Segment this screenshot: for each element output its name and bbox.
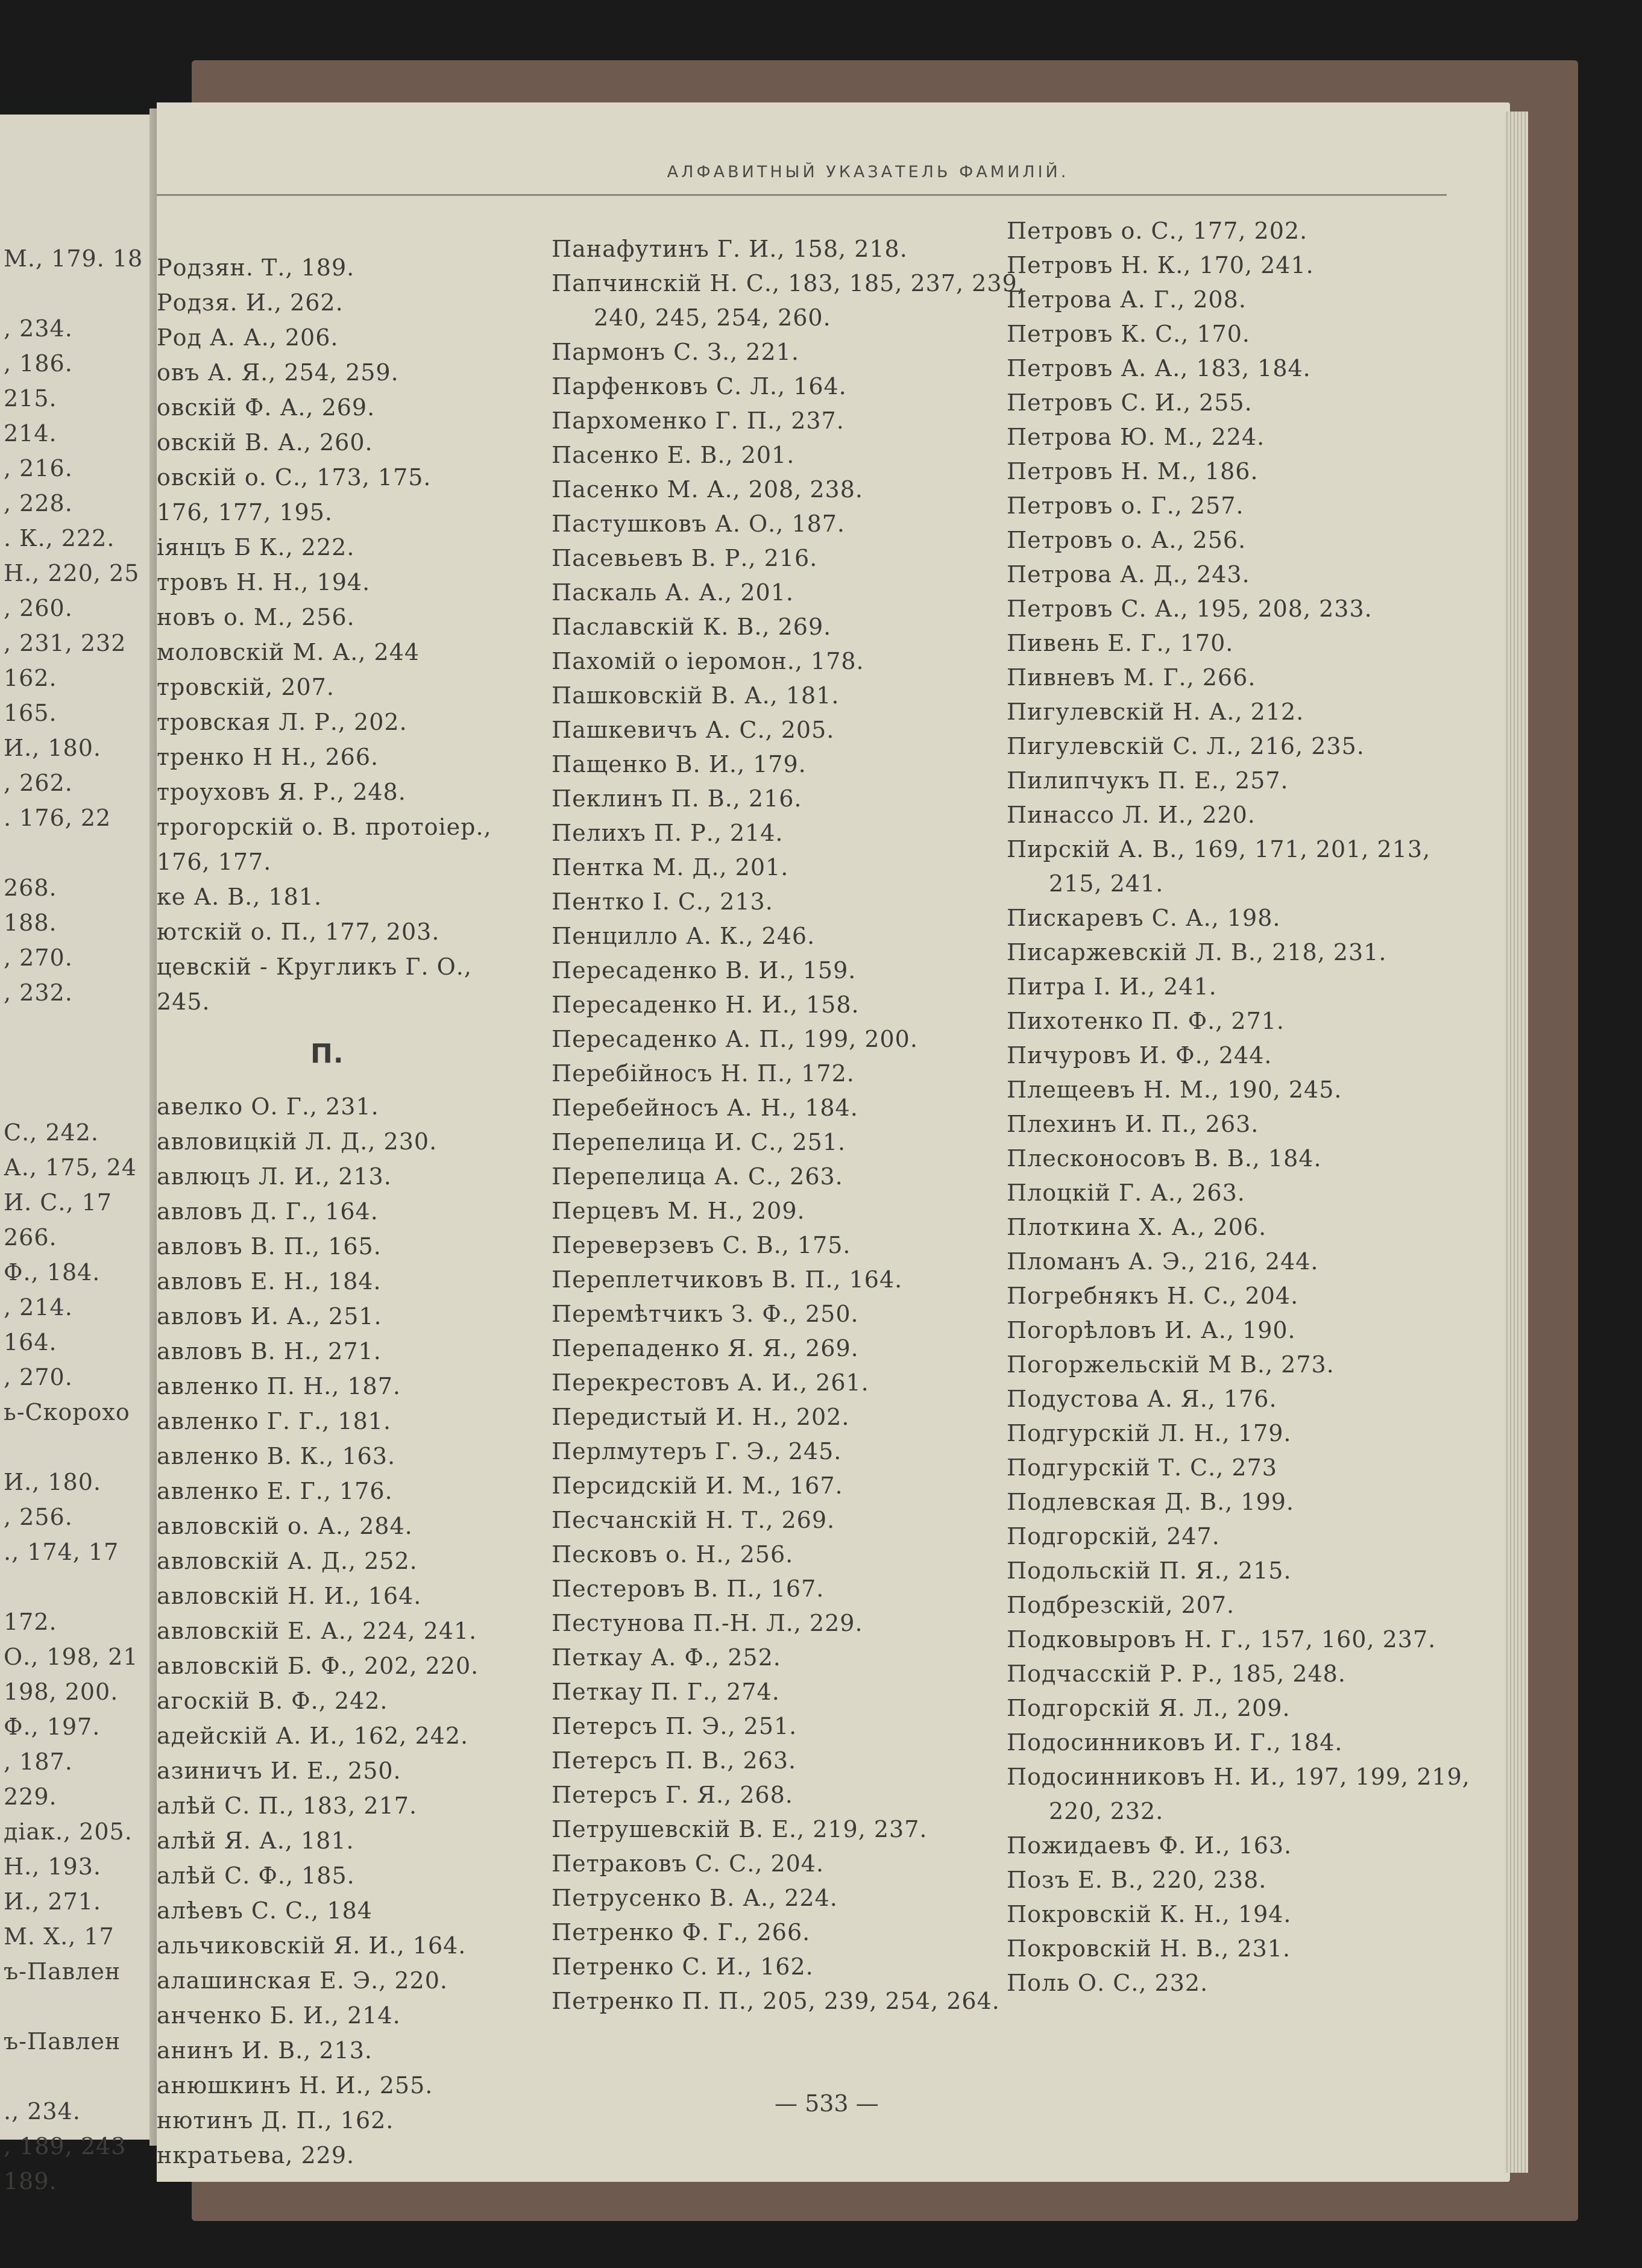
index-entry: трогорскій о. В. протоіер.,	[157, 814, 492, 840]
index-entry: адейскій А. И., 162, 242.	[157, 1723, 469, 1749]
facing-line: , 216.	[4, 455, 73, 482]
page-header: АЛФАВИТНЫЙ УКАЗАТЕЛЬ ФАМИЛІЙ.	[667, 163, 1069, 181]
facing-line: . 176, 22	[4, 805, 112, 831]
index-entry: Плехинъ И. П., 263.	[1007, 1111, 1259, 1137]
index-entry: Переплетчиковъ В. П., 164.	[552, 1266, 903, 1293]
index-entry: Петровъ С. А., 195, 208, 233.	[1007, 595, 1373, 622]
index-entry: авловскій о. А., 284.	[157, 1513, 413, 1539]
index-entry: Поль О. С., 232.	[1007, 1970, 1209, 1996]
index-entry: авловъ Д. Г., 164.	[157, 1198, 379, 1225]
index-entry: Переверзевъ С. В., 175.	[552, 1232, 851, 1258]
index-entry: Петровъ о. Г., 257.	[1007, 492, 1244, 519]
facing-line: , 270.	[4, 1364, 73, 1390]
index-entry: Петровъ К. С., 170.	[1007, 321, 1250, 347]
facing-line	[0, 2059, 157, 2094]
facing-line: 188.	[4, 909, 57, 936]
index-entry: Род А. А., 206.	[157, 324, 339, 351]
facing-line: И., 180.	[4, 735, 101, 761]
index-entry: Пересаденко А. П., 199, 200.	[552, 1026, 918, 1052]
index-entry: Подосинниковъ И. Г., 184.	[1007, 1729, 1343, 1756]
index-entry: Паскаль А. А., 201.	[552, 579, 794, 606]
index-column-1	[552, 232, 1034, 2018]
index-entry: Петренко Ф. Г., 266.	[552, 1919, 811, 1946]
index-entry: Подгурскій Т. С., 273	[1007, 1454, 1277, 1481]
index-entry: Передистый И. Н., 202.	[552, 1404, 850, 1430]
index-entry: анченко Б. И., 214.	[157, 2002, 401, 2029]
facing-line	[0, 276, 157, 311]
index-entry: Пожидаевъ Ф. И., 163.	[1007, 1832, 1292, 1859]
index-entry: іянцъ Б К., 222.	[157, 534, 355, 561]
index-entry: авленко Г. Г., 181.	[157, 1408, 392, 1434]
facing-line	[0, 1989, 157, 2024]
index-entry: новъ о. М., 256.	[157, 604, 355, 630]
facing-line: О., 198, 21	[4, 1644, 139, 1670]
index-entry: Пархоменко Г. П., 237.	[552, 407, 845, 434]
index-entry: нкратьева, 229.	[157, 2142, 355, 2169]
facing-line: 214.	[4, 420, 57, 447]
section-letter-heading: П.	[310, 1038, 344, 1069]
index-entry: тровская Л. Р., 202.	[157, 709, 407, 735]
index-entry: Петровъ Н. К., 170, 241.	[1007, 252, 1314, 278]
facing-line: , 231, 232	[4, 630, 127, 656]
facing-line: , 187.	[4, 1748, 73, 1775]
index-entry: Перцевъ М. Н., 209.	[552, 1198, 805, 1224]
index-entry: Петровъ А. А., 183, 184.	[1007, 355, 1311, 382]
index-entry: Петровъ о. А., 256.	[1007, 527, 1247, 553]
index-entry: агоскій В. Ф., 242.	[157, 1688, 388, 1714]
index-entry: авленко Е. Г., 176.	[157, 1478, 393, 1504]
facing-line: , 228.	[4, 490, 73, 517]
facing-line: , 186.	[4, 350, 73, 377]
index-entry: троуховъ Я. Р., 248.	[157, 779, 406, 805]
index-entry: авловскій Б. Ф., 202, 220.	[157, 1653, 479, 1679]
index-entry: авловскій А. Д., 252.	[157, 1548, 418, 1574]
index-entry: Пентко І. С., 213.	[552, 888, 773, 915]
facing-line	[0, 1569, 157, 1604]
index-entry: Пересаденко В. И., 159.	[552, 957, 857, 984]
index-entry: нютинъ Д. П., 162.	[157, 2107, 394, 2134]
index-entry: Петрова А. Г., 208.	[1007, 286, 1247, 313]
facing-line: 266.	[4, 1224, 57, 1251]
index-entry: азиничъ И. Е., 250.	[157, 1758, 401, 1784]
index-entry: Писаржевскій Л. В., 218, 231.	[1007, 939, 1387, 966]
index-entry: Пасенко М. А., 208, 238.	[552, 476, 863, 503]
index-entry: овъ А. Я., 254, 259.	[157, 359, 399, 386]
index-entry: Погоржельскій М В., 273.	[1007, 1351, 1335, 1378]
index-column-continued	[157, 250, 543, 2173]
facing-page-text	[0, 241, 157, 2199]
index-entry: алѣй С. П., 183, 217.	[157, 1792, 418, 1819]
index-entry: Покровскій Н. В., 231.	[1007, 1935, 1291, 1962]
index-entry: Петровъ о. С., 177, 202.	[1007, 218, 1308, 244]
facing-line: Н., 193.	[4, 1853, 101, 1880]
index-entry: Пармонъ С. З., 221.	[552, 339, 799, 365]
index-entry: авловскій Н. И., 164.	[157, 1583, 422, 1609]
header-rule	[157, 194, 1447, 196]
facing-line: , 189, 243	[4, 2133, 127, 2160]
facing-line: М. Х., 17	[4, 1923, 115, 1950]
facing-line: 198, 200.	[4, 1679, 119, 1705]
index-entry: Подосинниковъ Н. И., 197, 199, 219, 220, 232.	[1007, 1764, 1470, 1824]
index-entry: Пахомій о іеромон., 178.	[552, 648, 864, 674]
facing-line: С., 242.	[4, 1119, 99, 1146]
index-entry: Песчанскій Н. Т., 269.	[552, 1507, 835, 1533]
facing-line: И., 180.	[4, 1469, 101, 1495]
index-entry: Подгурскій Л. Н., 179.	[1007, 1420, 1292, 1447]
index-entry: алашинская Е. Э., 220.	[157, 1967, 448, 1994]
index-entry: Петрова Ю. М., 224.	[1007, 424, 1265, 450]
index-entry: Пентка М. Д., 201.	[552, 854, 789, 881]
index-entry: Пирскій А. В., 169, 171, 201, 213, 215, 241.	[1007, 836, 1431, 897]
facing-line	[0, 1010, 157, 1045]
index-entry: Перебійносъ Н. П., 172.	[552, 1060, 855, 1087]
facing-line: 229.	[4, 1783, 57, 1810]
index-entry: Петкау П. Г., 274.	[552, 1679, 780, 1705]
index-entry: Погребнякъ Н. С., 204.	[1007, 1283, 1299, 1309]
index-entry: Позъ Е. В., 220, 238.	[1007, 1867, 1267, 1893]
index-column-2	[1007, 214, 1489, 2000]
facing-line	[0, 1080, 157, 1115]
index-entry: 245.	[157, 988, 210, 1015]
facing-line: 189.	[4, 2168, 57, 2194]
index-entry: Пенцилло А. К., 246.	[552, 923, 816, 949]
index-entry: Пеклинъ П. В., 216.	[552, 785, 802, 812]
index-entry: ке А. В., 181.	[157, 884, 322, 910]
index-entry: Пестеровъ В. П., 167.	[552, 1575, 825, 1602]
index-entry: тренко Н Н., 266.	[157, 744, 379, 770]
facing-line: , 260.	[4, 595, 73, 621]
index-entry: авловъ В. Н., 271.	[157, 1338, 382, 1365]
index-entry: Пломанъ А. Э., 216, 244.	[1007, 1248, 1319, 1275]
index-entry: Пащенко В. И., 179.	[552, 751, 807, 777]
facing-line: Ф., 184.	[4, 1259, 101, 1286]
index-entry: Петерсъ Г. Я., 268.	[552, 1782, 793, 1808]
index-entry: Персидскій И. М., 167.	[552, 1472, 843, 1499]
facing-line: ъ-Павлен	[4, 2028, 121, 2055]
index-entry: Родзя. И., 262.	[157, 289, 344, 316]
facing-line: А., 175, 24	[4, 1154, 137, 1181]
facing-line: 164.	[4, 1329, 57, 1355]
facing-line: , 214.	[4, 1294, 73, 1321]
index-entry: Покровскій К. Н., 194.	[1007, 1901, 1292, 1927]
index-entry: моловскій М. А., 244	[157, 639, 420, 665]
facing-page	[0, 115, 163, 2194]
index-entry: Пинассо Л. И., 220.	[1007, 802, 1256, 828]
facing-line: Н., 220, 25	[4, 560, 140, 586]
index-entry: овскій о. С., 173, 175.	[157, 464, 432, 491]
index-entry: Пичуровъ И. Ф., 244.	[1007, 1042, 1272, 1069]
index-entry: 176, 177, 195.	[157, 499, 333, 526]
index-entry: Петрова А. Д., 243.	[1007, 561, 1250, 588]
index-entry: Перебейносъ А. Н., 184.	[552, 1095, 858, 1121]
index-entry: Панафутинъ Г. И., 158, 218.	[552, 236, 908, 262]
index-entry: Погорѣловъ И. А., 190.	[1007, 1317, 1296, 1343]
index-page	[157, 102, 1510, 2182]
facing-line: ., 174, 17	[4, 1539, 119, 1565]
facing-line: 165.	[4, 700, 57, 726]
index-entry: Пискаревъ С. А., 198.	[1007, 905, 1281, 931]
index-entry: Пасевьевъ В. Р., 216.	[552, 545, 818, 571]
index-entry: авленко В. К., 163.	[157, 1443, 396, 1469]
index-entry: Пестунова П.-Н. Л., 229.	[552, 1610, 863, 1636]
index-entry: Паславскій К. В., 269.	[552, 614, 832, 640]
index-entry: Петрусенко В. А., 224.	[552, 1885, 838, 1911]
facing-line: ., 234.	[4, 2098, 81, 2125]
index-entry: Петренко С. И., 162.	[552, 1953, 814, 1980]
index-entry: Пилипчукъ П. Е., 257.	[1007, 767, 1289, 794]
index-entry: авлюцъ Л. И., 213.	[157, 1163, 392, 1190]
facing-line: 215.	[4, 385, 57, 412]
index-entry: Петерсъ П. Э., 251.	[552, 1713, 797, 1739]
index-entry: Пивневъ М. Г., 266.	[1007, 664, 1256, 691]
facing-line	[0, 1045, 157, 1080]
index-entry: альчиковскій Я. И., 164.	[157, 1932, 467, 1959]
index-entry: авловицкій Л. Д., 230.	[157, 1128, 438, 1155]
index-entry: Пигулевскій Н. А., 212.	[1007, 699, 1304, 725]
index-entry: авловскій Е. А., 224, 241.	[157, 1618, 477, 1644]
index-entry: Пасенко Е. В., 201.	[552, 442, 795, 468]
facing-line: , 256.	[4, 1504, 73, 1530]
index-entry: алѣй Я. А., 181.	[157, 1827, 354, 1854]
facing-line: діак., 205.	[4, 1818, 133, 1845]
facing-line: , 234.	[4, 315, 73, 342]
index-entry: Пивень Е. Г., 170.	[1007, 630, 1234, 656]
index-entry: Петрушевскій В. Е., 219, 237.	[552, 1816, 928, 1842]
index-entry: Родзян. Т., 189.	[157, 254, 355, 281]
facing-line: Ф., 197.	[4, 1714, 101, 1740]
index-entry: Песковъ о. Н., 256.	[552, 1541, 794, 1568]
index-entry: Перепелица И. С., 251.	[552, 1129, 846, 1155]
index-entry: авленко П. Н., 187.	[157, 1373, 401, 1399]
index-entry: анюшкинъ Н. И., 255.	[157, 2072, 433, 2099]
index-entry: Пихотенко П. Ф., 271.	[1007, 1008, 1285, 1034]
facing-line	[0, 835, 157, 870]
facing-line: , 262.	[4, 770, 73, 796]
index-entry: Пашкевичъ А. С., 205.	[552, 717, 835, 743]
index-entry: Перлмутеръ Г. Э., 245.	[552, 1438, 842, 1465]
index-entry: Пигулевскій С. Л., 216, 235.	[1007, 733, 1365, 759]
index-entry: Пастушковъ А. О., 187.	[552, 510, 845, 537]
index-entry: тровскій, 207.	[157, 674, 335, 700]
facing-line: . К., 222.	[4, 525, 115, 551]
index-entry: Пересаденко Н. И., 158.	[552, 991, 860, 1018]
facing-line: И. С., 17	[4, 1189, 112, 1216]
facing-line: , 232.	[4, 979, 73, 1006]
index-entry: Петраковъ С. С., 204.	[552, 1850, 825, 1877]
facing-line: И., 271.	[4, 1888, 101, 1915]
index-entry: ютскій о. П., 177, 203.	[157, 919, 440, 945]
index-entry: алѣевъ С. С., 184	[157, 1897, 373, 1924]
index-entry: Подковыровъ Н. Г., 157, 160, 237.	[1007, 1626, 1436, 1653]
index-entry: Плоткина Х. А., 206.	[1007, 1214, 1267, 1240]
index-entry: анинъ И. В., 213.	[157, 2037, 373, 2064]
index-entry: авловъ И. А., 251.	[157, 1303, 382, 1330]
index-entry: Плещеевъ Н. М., 190, 245.	[1007, 1076, 1342, 1103]
index-entry: авловъ Е. Н., 184.	[157, 1268, 382, 1295]
index-entry: Перепаденко Я. Я., 269.	[552, 1335, 859, 1362]
facing-line: ъ-Павлен	[4, 1958, 121, 1985]
facing-line: 162.	[4, 665, 57, 691]
index-entry: Подгорскій Я. Л., 209.	[1007, 1695, 1291, 1721]
index-entry: Парфенковъ С. Л., 164.	[552, 373, 847, 400]
index-entry: Перекрестовъ А. И., 261.	[552, 1369, 869, 1396]
index-entry: Подгорскій, 247.	[1007, 1523, 1220, 1550]
index-entry: 176, 177.	[157, 849, 272, 875]
facing-line: , 270.	[4, 944, 73, 971]
index-entry: алѣй С. Ф., 185.	[157, 1862, 355, 1889]
index-entry: Папчинскій Н. С., 183, 185, 237, 239, 240, 245, 254, 260.	[552, 270, 1025, 331]
facing-line: 172.	[4, 1609, 57, 1635]
index-entry: Петкау А. Ф., 252.	[552, 1644, 781, 1671]
index-entry: авловъ В. П., 165.	[157, 1233, 382, 1260]
facing-line: 268.	[4, 875, 57, 901]
index-entry: Подустова А. Я., 176.	[1007, 1386, 1277, 1412]
page-number: — 533 —	[775, 2090, 879, 2117]
index-entry: Петровъ С. И., 255.	[1007, 389, 1253, 416]
index-entry: Питра І. И., 241.	[1007, 973, 1217, 1000]
facing-line: ь-Скорохо	[4, 1399, 130, 1425]
index-entry: Пелихъ П. Р., 214.	[552, 820, 784, 846]
index-entry: тровъ Н. Н., 194.	[157, 569, 371, 595]
index-entry: авелко О. Г., 231.	[157, 1093, 379, 1120]
facing-line	[0, 1430, 157, 1465]
index-entry: цевскій - Кругликъ Г. О.,	[157, 953, 472, 980]
index-entry: овскій Ф. А., 269.	[157, 394, 376, 421]
index-entry: Петренко П. П., 205, 239, 254, 264.	[552, 1988, 1000, 2014]
index-entry: Перепелица А. С., 263.	[552, 1163, 843, 1190]
index-entry: Подольскій П. Я., 215.	[1007, 1557, 1292, 1584]
index-entry: Петровъ Н. М., 186.	[1007, 458, 1259, 485]
facing-line: М., 179. 18	[4, 245, 143, 272]
page-edges	[1504, 112, 1528, 2173]
index-entry: Пашковскій В. А., 181.	[552, 682, 840, 709]
index-entry: Подлевская Д. В., 199.	[1007, 1489, 1294, 1515]
index-entry: Петерсъ П. В., 263.	[552, 1747, 797, 1774]
index-entry: Перемѣтчикъ З. Ф., 250.	[552, 1301, 859, 1327]
index-entry: Подбрезскій, 207.	[1007, 1592, 1235, 1618]
index-entry: Подчасскій Р. Р., 185, 248.	[1007, 1660, 1346, 1687]
index-entry: овскій В. А., 260.	[157, 429, 373, 456]
index-entry: Плесконосовъ В. В., 184.	[1007, 1145, 1322, 1172]
index-entry: Плоцкій Г. А., 263.	[1007, 1180, 1245, 1206]
